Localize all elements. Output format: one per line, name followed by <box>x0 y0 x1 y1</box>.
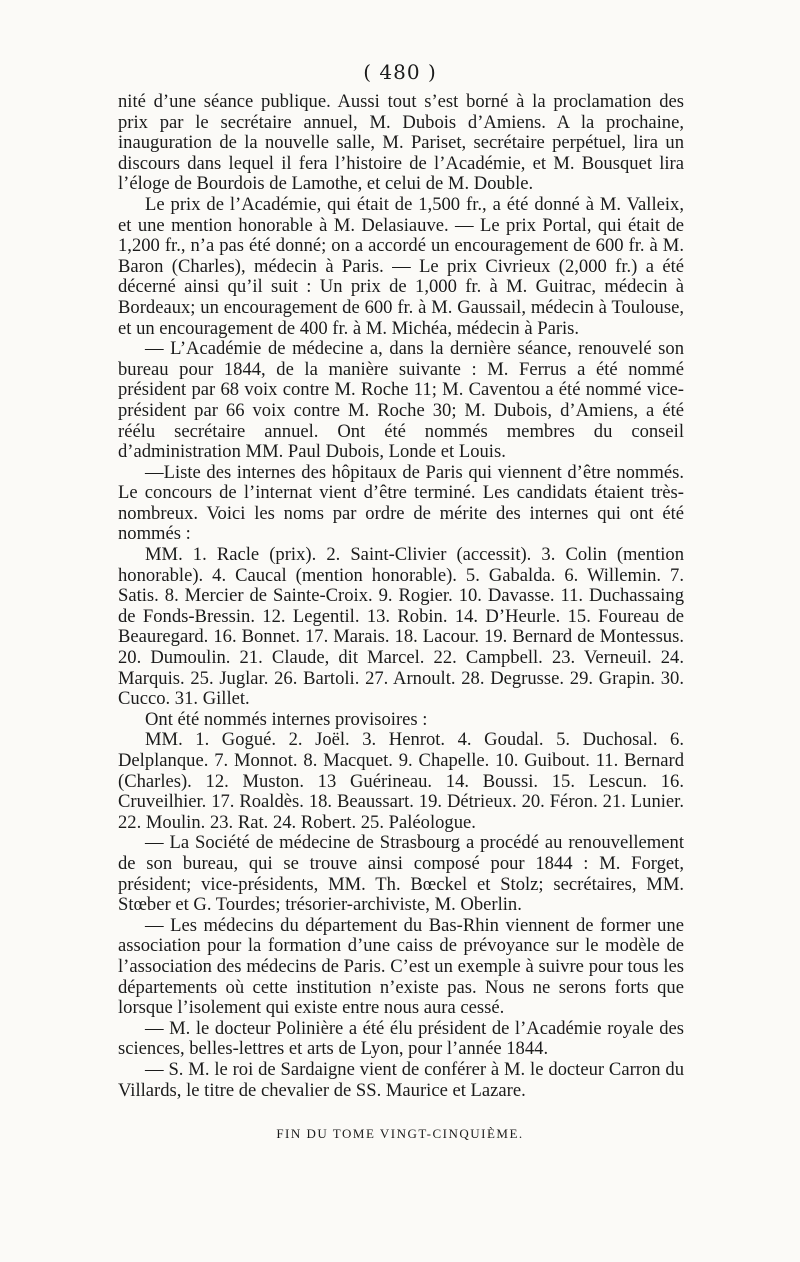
paragraph-interns-list: MM. 1. Racle (prix). 2. Saint-Clivier (accessit). 3. Colin (mention honorable). 4. Caucal (mention honorable). 5. Gabalda. 6. Willemin. 7. Satis. 8. Mercier de Sainte-Croix. 9. Rogier. 10. Davasse. 11. Duchassaing de Fonds-Bressin. 12. Legentil. 13. Robin. 14. D’Heurle. 15. Foureau de Beauregard. 16. Bonnet. 17. Marais. 18. Lacour. 19. Bernard de Montessus. 20. Dumoulin. 21. Claude, dit Marcel. 22. Campbell. 23. Verneuil. 24. Marquis. 25. Juglar. 26. Bartoli. 27. Arnoult. 28. Degrusse. 29. Grapin. 30. Cucco. 31. Gillet. <box>118 544 684 710</box>
paragraph-poliniere: — M. le docteur Polinière a été élu président de l’Académie royale des sciences, belles-lettres et arts de Lyon, pour l’année 1844. <box>118 1017 684 1060</box>
paragraph-academy-prizes: Le prix de l’Académie, qui était de 1,500 fr., a été donné à M. Valleix, et une mention honorable à M. Delasiauve. — Le prix Portal, qui était de 1,200 fr., n’a pas été donné; on a accordé un encouragement de 600 fr. à M. Baron (Charles), médecin à Paris. — Le prix Civrieux (2,000 fr.) a été décerné ainsi qu’il suit : Un prix de 1,000 fr. à M. Guitrac, médecin à Bordeaux; un encouragement de 600 fr. à M. Gaussail, médecin à Toulouse, et un encouragement de 400 fr. à M. Michéa, médecin à Paris. <box>118 193 684 339</box>
paragraph-academy-bureau: — L’Académie de médecine a, dans la dernière séance, renouvelé son bureau pour 1844, de la manière suivante : M. Ferrus a été nommé président par 68 voix contre M. Roche 11; M. Caventou a été nommé vice-président par 66 voix contre M. Roche 30; M. Dubois, d’Amiens, a été réélu secrétaire annuel. Ont été nommés membres du conseil d’administration MM. Paul Dubois, Londe et Louis. <box>118 338 684 463</box>
paragraph-strasbourg: — La Société de médecine de Strasbourg a procédé au renouvellement de son bureau, qui se trouve ainsi composé pour 1844 : M. Forget, président; vice-présidents, MM. Th. Bœckel et Stolz; secrétaires, MM. Stœber et G. Tourdes; trésorier-archiviste, M. Oberlin. <box>118 832 684 916</box>
paragraph-provisional-list: MM. 1. Gogué. 2. Joël. 3. Henrot. 4. Goudal. 5. Duchosal. 6. Delplanque. 7. Monnot. 8. Macquet. 9. Chapelle. 10. Guibout. 11. Bernard (Charles). 12. Muston. 13 Guérineau. 14. Boussi. 15. Lescun. 16. Cruveilhier. 17. Roaldès. 18. Beaussart. 19. Détrieux. 20. Féron. 21. Lunier. 22. Moulin. 23. Rat. 24. Robert. 25. Paléologue. <box>118 729 684 833</box>
body-text <box>118 92 684 1101</box>
end-of-volume-note: FIN DU TOME VINGT-CINQUIÈME. <box>276 1126 524 1141</box>
paragraph-sardinia: — S. M. le roi de Sardaigne vient de conférer à M. le docteur Carron du Villards, le titre de chevalier de SS. Maurice et Lazare. <box>118 1058 684 1101</box>
paragraph-academy-session: nité d’une séance publique. Aussi tout s’est borné à la proclamation des prix par le secrétaire annuel, M. Dubois d’Amiens. A la prochaine, inauguration de la nouvelle salle, M. Pariset, secrétaire perpétuel, lira un discours dans lequel il fera l’histoire de l’Académie, et M. Bousquet lira l’éloge de Bourdois de Lamothe, et celui de M. Double. <box>118 91 684 195</box>
paragraph-bas-rhin: — Les médecins du département du Bas-Rhin viennent de former une association pour la formation d’une caiss de prévoyance sur le modèle de l’association des médecins de Paris. C’est un exemple à suivre pour tous les départements où cette institution n’existe pas. Nous ne serons forts que lorsque l’isolement qui existe entre nous aura cessé. <box>118 914 684 1019</box>
paragraph-interns-intro: —Liste des internes des hôpitaux de Paris qui viennent d’être nommés. Le concours de l’internat vient d’être terminé. Les candidats étaient très-nombreux. Voici les noms par ordre de mérite des internes qui ont été nommés : <box>118 461 684 545</box>
page-number: ( 480 ) <box>363 60 437 84</box>
paragraph-provisional-intro: Ont été nommés internes provisoires : <box>145 708 428 730</box>
